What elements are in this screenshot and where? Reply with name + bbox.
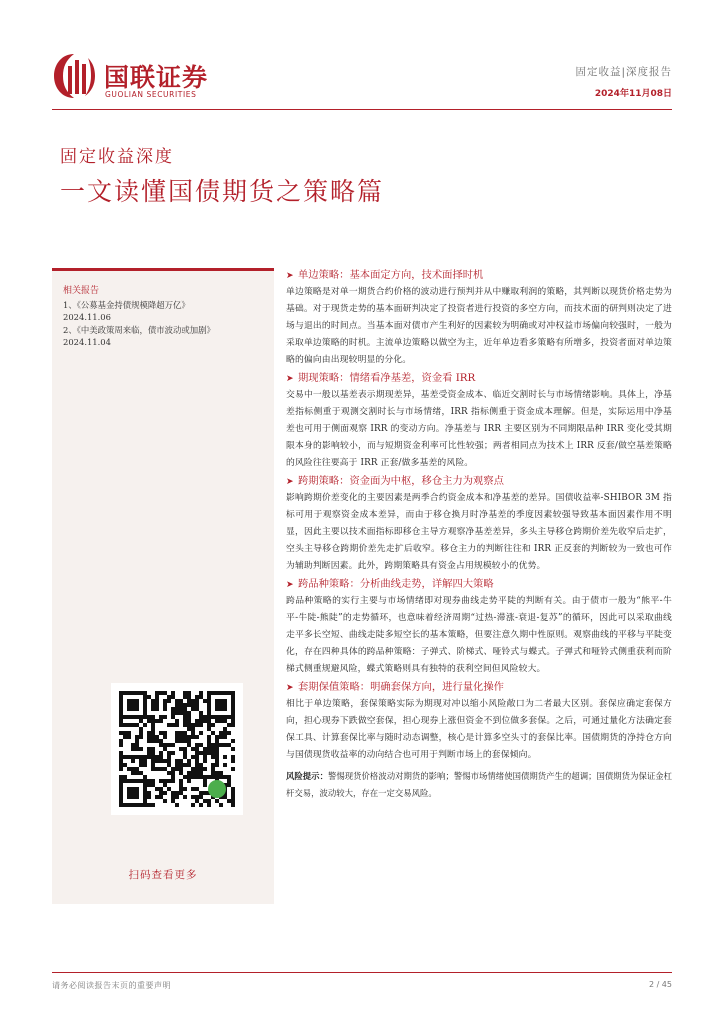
arrow-bullet-icon: ➤ [286,374,294,384]
section-heading-text: 跨期策略：资金面为中枢，移仓主力为观察点 [298,475,504,487]
report-subtitle: 固定收益深度 [60,147,174,167]
related-reports-list [63,299,267,349]
arrow-bullet-icon: ➤ [286,580,294,590]
section-calendar [286,472,672,575]
section-heading [286,575,672,593]
section-basis [286,369,672,472]
report-date: 2024年11月08日 [594,89,672,99]
section-heading [286,678,672,696]
section-heading-text: 期现策略：情绪看净基差，资金看 IRR [298,372,476,384]
qr-caption: 扫码查看更多 [128,869,198,881]
related-report-date: 2024.11.04 [63,337,111,347]
footer-divider [52,972,672,973]
related-report-title[interactable]: 1、《公募基金持债规模降超万亿》 [63,300,190,310]
company-logo[interactable] [52,52,242,100]
arrow-bullet-icon: ➤ [286,683,294,693]
section-body: 单边策略是对单一期货合约价格的波动进行预判并从中赚取利润的策略，其判断以现货价格走势为基础。对于现货走势的基本面研判决定了投资者进行投资的多空方向，而技术面的研判则决定了进场与退出的时间点。当基本面对债市产生利好的因素较为明确或对冲权益市场偏向较强时，一般为采取单边策略的时机。主流单边策略以做空为主，近年单边看多策略有所增多，投资者面对单边策略的偏向由出现较明显的分化。 [286,287,672,365]
qr-code-icon [111,683,243,815]
arrow-bullet-icon: ➤ [286,477,294,487]
section-cross-product [286,575,672,678]
main-content [286,266,672,802]
risk-text: 警惕现货价格波动对期货的影响；警惕市场情绪使国债期货产生的超调；国债期货为保证金杠杆交易，波动较大，存在一定交易风险。 [286,771,673,798]
guolian-logo-icon [52,52,96,100]
report-title: 一文读懂国债期货之策略篇 [60,177,385,206]
risk-warning [286,768,672,802]
risk-label: 风险提示： [286,771,328,781]
arrow-bullet-icon: ➤ [286,271,294,281]
related-report-title[interactable]: 2、《中美政策周来临，债市波动或加剧》 [63,325,215,335]
section-heading-text: 跨品种策略：分析曲线走势，详解四大策略 [298,578,494,590]
section-heading [286,472,672,490]
header-divider [52,109,672,110]
qr-code[interactable] [111,683,243,815]
sidebar-panel [52,268,274,904]
section-heading [286,369,672,387]
section-heading [286,266,672,284]
section-heading-text: 套期保值策略：明确套保方向，进行量化操作 [298,681,504,693]
page-number: 2 / 45 [648,980,672,989]
section-body: 交易中一般以基差表示期现差异，基差受资金成本、临近交割时长与市场情绪影响。具体上，净基差指标侧重于观测交割时长与市场情绪，IRR 指标侧重于资金成本理解。但是，实际运用中净基差也可用于侧面观察 IRR 的变动方向。净基差与 IRR 主要区别为不同期限品种 IRR 变化受其期限本身的影响较小，而与短期资金利率可比性较强；两者相同点为技术上 IRR 反套/做空基差策略的风险往往要高于 IRR 正套/做多基差的风险。 [286,390,672,468]
related-report-item[interactable] [63,299,267,323]
report-category: 固定收益|深度报告 [575,66,672,78]
related-reports-heading: 相关报告 [63,286,100,296]
section-unilateral [286,266,672,369]
section-body: 跨品种策略的实行主要与市场情绪即对现券曲线走势平陡的判断有关。由于债市一般为“熊平-牛平-牛陡-熊陡”的走势循环，也意味着经济周期“过热-滞涨-衰退-复苏”的循环，因此可以采取曲线走平多长空短、曲线走陡多短空长的基本策略，但要注意久期中性原则。观察曲线的平移与平陡变化，存在四种具体的跨品种策略：子弹式、阶梯式、哑铃式与蝶式。子弹式和哑铃式侧重获利而阶梯式侧重规避风险，蝶式策略则具有独特的获利空间但风险较大。 [286,596,672,674]
section-heading-text: 单边策略：基本面定方向，技术面择时机 [298,269,484,281]
related-report-item[interactable] [63,324,267,348]
disclaimer-note[interactable]: 请务必阅读报告末页的重要声明 [52,981,171,990]
logo-english-name: GUOLIAN SECURITIES [105,90,197,99]
report-header [0,0,724,110]
section-hedging [286,678,672,764]
section-body: 影响跨期价差变化的主要因素是两季合约资金成本和净基差的差异。国债收益率-SHIBOR 3M 指标可用于观察资金成本差异，而由于移仓换月时净基差的季度因素较强导致基本面因素作用不明显，因此主要以技术面指标即移仓主导方观察净基差差异，多头主导移仓跨期价差先收窄后走扩，空头主导移仓跨期价差先走扩后收窄。移仓主力的判断往往和 IRR 正反套的判断较为一致也可作为辅助判断因素。此外，跨期策略具有资金占用规模较小的优势。 [286,493,672,571]
related-report-date: 2024.11.06 [63,312,111,322]
logo-chinese-name: 国联证券 [104,63,209,92]
section-body: 相比于单边策略，套保策略实际为期现对冲以缩小风险敞口为二者最大区别。套保应确定套保方向，担心现券下跌做空套保，担心现券上涨但资金不到位做多套保。之后，可通过量化方法确定套保工具、计算套保比率与随时动态调整，核心是计算多空头寸的套保比率。国债期货的净持仓方向与国债现货收益率的动向结合也可用于判断市场上的套保倾向。 [286,699,672,760]
